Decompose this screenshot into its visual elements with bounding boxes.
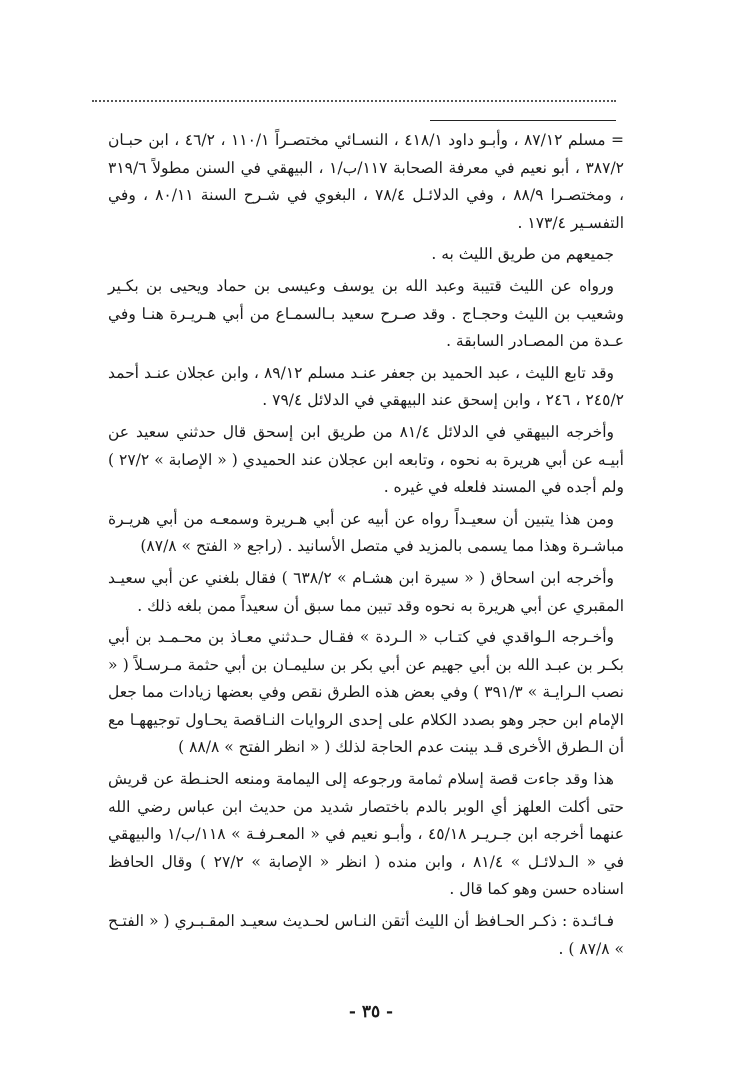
paragraph: وقد تابع الليث ، عبد الحميد بن جعفر عنـد مسلم ٨٩/١٢ ، وابن عجلان عنـد أحمد ٢٤٥/٢ ، ٢٤٦ ، وابن إسحق عند البيهقي في الدلائل ٧٩/٤ . [108,363,624,410]
paragraph: ومن هذا يتبين أن سعيـداً رواه عن أبيه عن أبي هـريرة وسمعـه من أبي هريـرة مباشـرة وهذا مما يسمى بالمزيد في متصل الأسانيد . (راجع « الفتح » ٨٧/٨) [108,509,624,556]
paragraph: وأخرجه ابن اسحاق ( « سيرة ابن هشـام » ٦٣٨/٢ ) فقال بلغني عن أبي سعيـد المقبري عن أبي هريرة به نحوه وقد تبين مما سبق أن سعيداً ممن بلغه ذلك . [108,568,624,615]
top-dotted-separator [92,100,616,102]
page-number: - ٣٥ - [348,1002,394,1022]
paragraph-note: فـائـدة : ذكـر الحـافظ أن الليث أتقن النـاس لحـديث سعيـد المقـبـري ( « الفتـح » ٨٧/٨ ) . [108,912,624,958]
paragraph: هذا وقد جاءت قصة إسلام ثمامة ورجوعه إلى اليمامة ومنعه الحنـطة عن قريش حتى أكلت العلهز أي الوبر بالدم باختصار شديد من حديث ابن عباس رضي الله عنهما أخرجه ابن جـريـر ٤٥/١٨ ، وأبـو نعيم في « المعـرفـة » ١١٨/ب/١ والبيهقي في « الـدلائـل » ٨١/٤ ، وابن منده ( انظر « الإصابة » ٢٧/٢ ) وقال الحافظ اسناده حسن وهو كما قال . [108,770,624,899]
paragraph: وأخرجه البيهقي في الدلائل ٨١/٤ من طريق ابن إسحق قال حدثني سعيد عن أبيـه عن أبي هريرة به نحوه ، وتابعه ابن عجلان عند الحميدي ( « الإصابة » ٢٧/٢ ) ولم أجده في المسند فلعله في غيره . [108,422,624,497]
paragraph: جميعهم من طريق الليث به . [431,245,614,264]
footnote-body [108,127,624,967]
paragraph: وأخـرجه الـواقدي في كتـاب « الـردة » فقـال حـدثني معـاذ بن محـمـد بن أبي بكـر بن عبـد الله بن أبي جهيم عن أبي بكر بن سليمـان بن أبي حثمة مـرسـلاً ( « نصب الـرايـة » ٣٩١/٣ ) وفي بعض هذه الطرق نقص وفي بعضها زيادات مما جعل الإمام ابن حجر وهو بصدد الكلام على إحدى الروايات النـاقصة يحـاول توجيههـا مع أن الـطرق الأخرى قـد بينت عدم الحاجة لذلك ( « انظر الفتح » ٨٨/٨ ) [108,628,624,757]
paragraph: ورواه عن الليث قتيبة وعبد الله بن يوسف وعيسى بن حماد ويحيى بن بكـير وشعيب بن الليث وحجـاج . وقد صـرح سعيد بـالسمـاع من أبي هـريـرة هنـا وفي عـدة من المصـادر السابقة . [108,276,624,351]
paragraph-continuation: = مسلم ٨٧/١٢ ، وأبـو داود ٤١٨/١ ، النسـائي مختصـراً ١١٠/١ ، ٤٦/٢ ، ابن حبـان ٣٨٧/٢ ، أبو نعيم في معرفة الصحابة ١١٧/ب/١ ، البيهقي في السنن مطولاً ٣١٩/٦ ، ومختصـرا ٨٨/٩ ، وفي الدلائـل ٧٨/٤ ، البغوي في شـرح السنة ٨٠/١١ ، وفي التفسـير ١٧٣/٤ . [108,131,625,232]
footnote-rule [430,120,616,121]
